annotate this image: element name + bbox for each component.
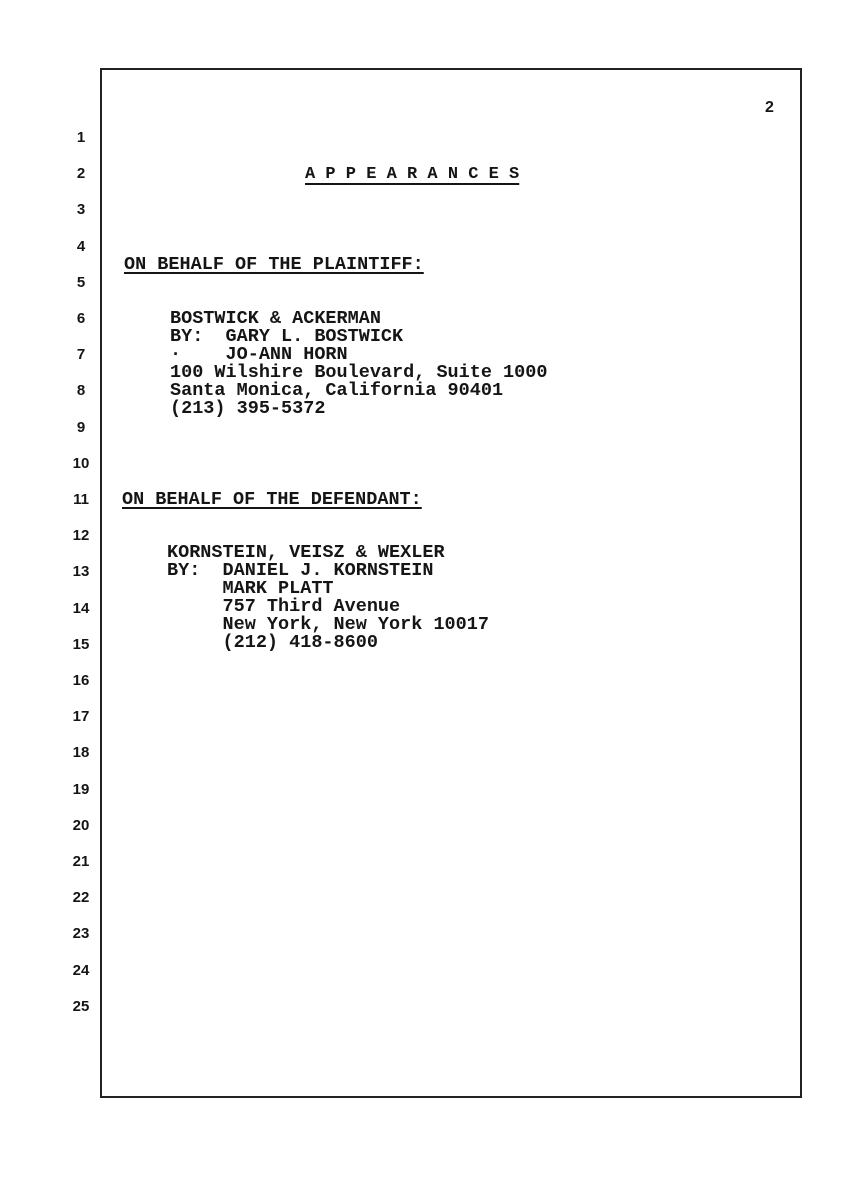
document-title: A P P E A R A N C E S — [305, 165, 520, 184]
line-number: 19 — [72, 780, 90, 798]
plaintiff-heading: ON BEHALF OF THE PLAINTIFF: — [124, 254, 424, 275]
line-number: 3 — [76, 201, 86, 219]
line-number: 23 — [72, 925, 90, 943]
defendant-heading: ON BEHALF OF THE DEFENDANT: — [122, 489, 422, 510]
line-number: 21 — [72, 853, 90, 870]
plaintiff-line: (213) 395-5372 — [170, 398, 326, 419]
line-number: 12 — [72, 527, 90, 545]
line-number: 16 — [72, 672, 90, 689]
plaintiff-line: 100 Wilshire Boulevard, Suite 1000 — [170, 362, 548, 383]
line-number: 17 — [72, 708, 90, 726]
line-number: 20 — [72, 816, 90, 834]
plaintiff-line: Santa Monica, California 90401 — [170, 380, 504, 401]
plaintiff-line: BY: GARY L. BOSTWICK — [170, 326, 404, 347]
defendant-line: 757 Third Avenue — [167, 596, 401, 617]
line-number: 10 — [72, 454, 90, 472]
line-number: 5 — [76, 273, 86, 291]
line-number: 13 — [72, 563, 90, 581]
line-number: 15 — [72, 635, 90, 653]
line-number: 8 — [76, 382, 86, 400]
plaintiff-line: BOSTWICK & ACKERMAN — [170, 308, 381, 329]
line-number: 18 — [72, 744, 90, 762]
line-number: 6 — [76, 310, 86, 327]
defendant-line: New York, New York 10017 — [167, 614, 489, 635]
line-number: 14 — [72, 599, 90, 617]
defendant-line: (212) 418-8600 — [167, 632, 378, 653]
defendant-line: KORNSTEIN, VEISZ & WEXLER — [167, 542, 445, 563]
line-number: 2 — [76, 165, 86, 183]
line-number: 7 — [76, 346, 86, 364]
line-number: 4 — [76, 237, 86, 255]
defendant-line: BY: DANIEL J. KORNSTEIN — [167, 560, 434, 581]
line-number: 1 — [76, 129, 86, 146]
line-number: 9 — [76, 418, 86, 436]
line-number: 25 — [72, 997, 90, 1015]
plaintiff-line: · JO-ANN HORN — [170, 344, 348, 365]
line-number: 24 — [72, 961, 90, 979]
defendant-line: MARK PLATT — [167, 578, 334, 599]
line-number: 11 — [73, 491, 89, 508]
line-number: 22 — [72, 889, 90, 907]
page-number: 2 — [765, 99, 774, 116]
